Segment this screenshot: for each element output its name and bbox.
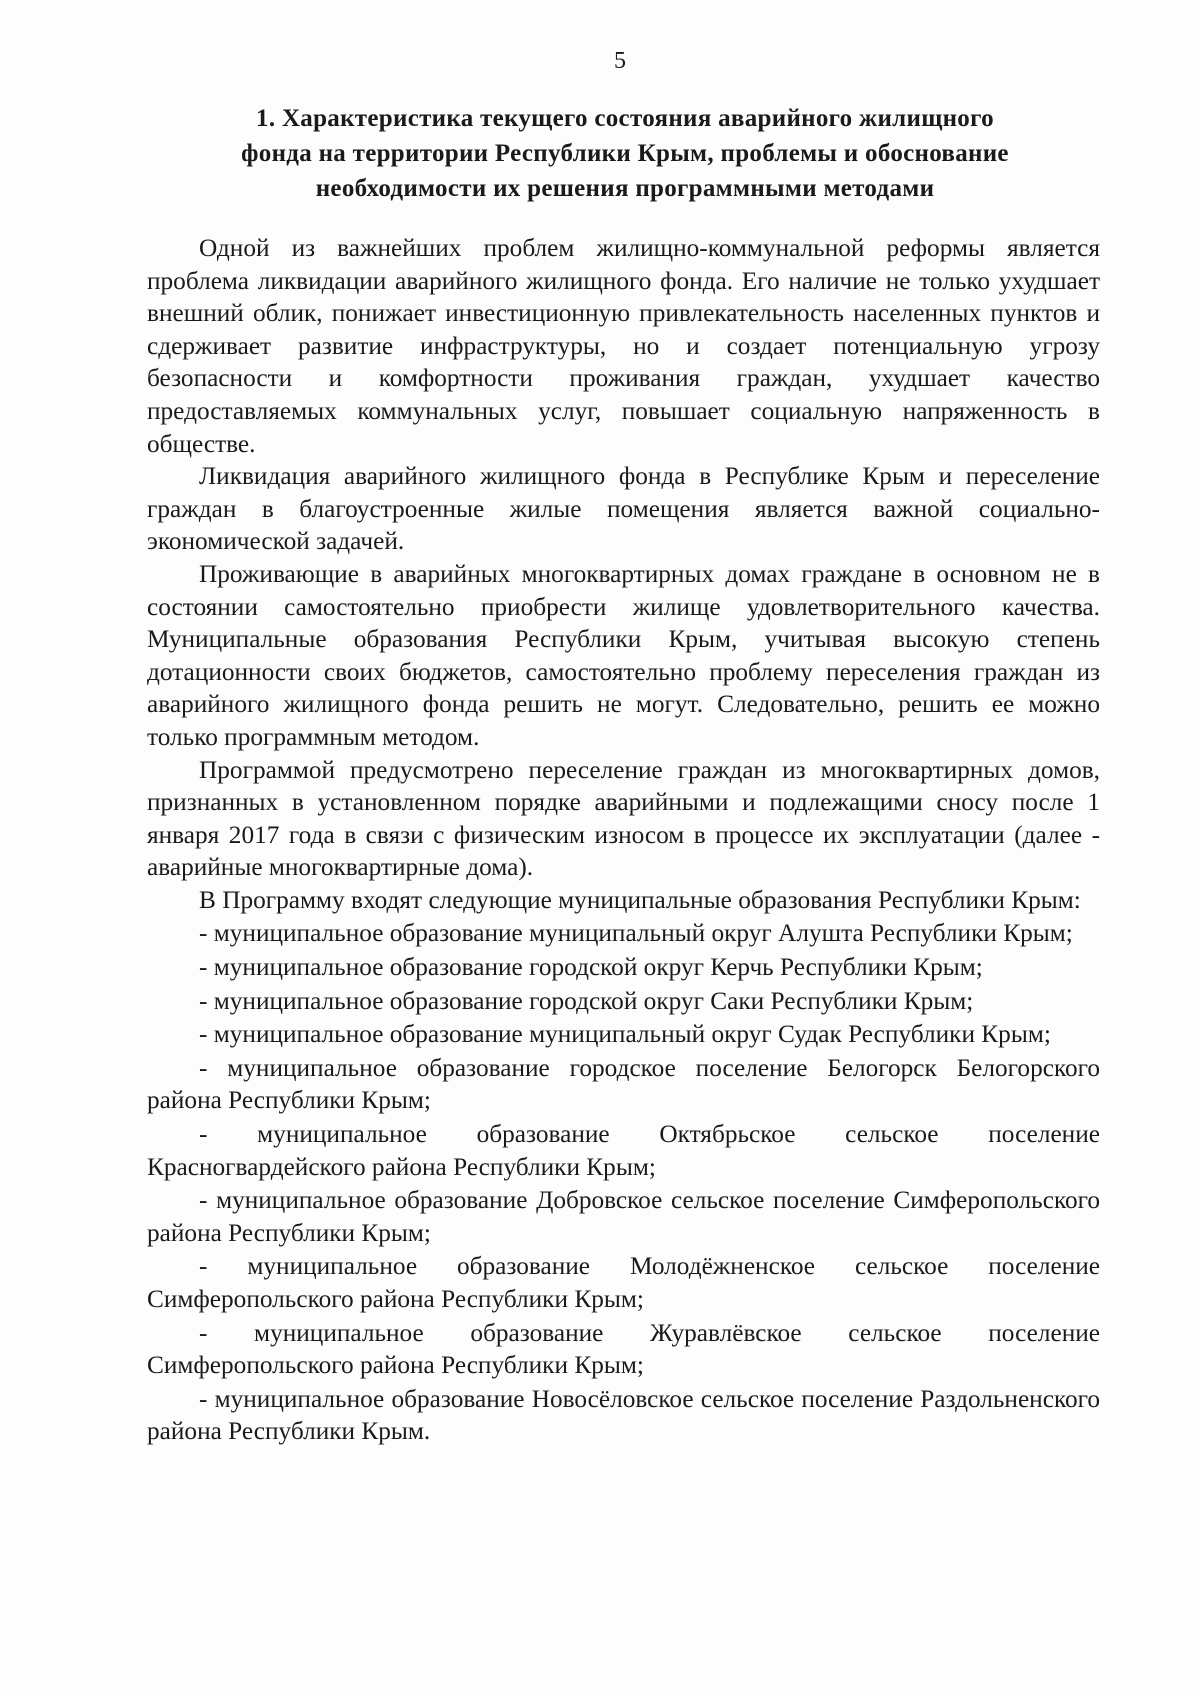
list-item: - муниципальное образование муниципальный округ Судак Республики Крым;: [199, 1020, 1051, 1049]
paragraph: Ликвидация аварийного жилищного фонда в Республике Крым и переселение граждан в благоустроенные жилые помещения является важной социально-экономической задачей.: [147, 462, 1100, 556]
list-item: - муниципальное образование Молодёжненское сельское поселение Симферопольского района Республики Крым;: [147, 1252, 1100, 1313]
list-item: - муниципальное образование городское поселение Белогорск Белогорского района Республики Крым;: [147, 1053, 1100, 1115]
heading-line: 1. Характеристика текущего состояния аварийного жилищного: [256, 105, 994, 132]
paragraph: Одной из важнейших проблем жилищно-коммунальной реформы является проблема ликвидации аварийного жилищного фонда. Его наличие не только ухудшает внешний облик, понижает инвестиционную привлекательность населенных пунктов и сдерживает развитие инфраструктуры, но и создает потенциальную угрозу безопасности и комфортности проживания граждан, ухудшает качество предоставляемых коммунальных услуг, повышает социальную напряженность в обществе.: [147, 234, 1100, 458]
list-item: - муниципальное образование городской округ Керчь Республики Крым;: [199, 953, 983, 982]
page-number: 5: [614, 48, 626, 74]
list-item: - муниципальное образование Новосёловское сельское поселение Раздольненского района Республики Крым.: [147, 1384, 1100, 1446]
list-item: - муниципальное образование городской округ Саки Республики Крым;: [199, 986, 974, 1015]
municipality-list: [147, 917, 1100, 1448]
list-item: - муниципальное образование Октябрьское сельское поселение Красногвардейского района Республики Крым;: [147, 1120, 1100, 1181]
document-body: [147, 232, 1100, 1448]
paragraph: Проживающие в аварийных многоквартирных домах граждане в основном не в состоянии самостоятельно приобрести жилище удовлетворительного качества. Муниципальные образования Республики Крым, учитывая высокую степень дотационности своих бюджетов, самостоятельно проблему переселения граждан из аварийного жилищного фонда решить не могут. Следовательно, решить ее можно только программным методом.: [147, 559, 1100, 751]
heading-line: фонда на территории Республики Крым, проблемы и обоснование: [241, 140, 1009, 167]
heading-line: необходимости их решения программными методами: [315, 175, 935, 202]
list-item: - муниципальное образование муниципальный округ Алушта Республики Крым;: [199, 919, 1073, 948]
paragraph: В Программу входят следующие муниципальные образования Республики Крым:: [199, 885, 1081, 914]
paragraph: Программой предусмотрено переселение граждан из многоквартирных домов, признанных в установленном порядке аварийными и подлежащими сносу после 1 января 2017 года в связи с физическим износом в процессе их эксплуатации (далее - аварийные многоквартирные дома).: [147, 755, 1100, 882]
section-heading: [160, 101, 1090, 206]
list-item: - муниципальное образование Журавлёвское сельское поселение Симферопольского района Республики Крым;: [147, 1318, 1100, 1380]
list-item: - муниципальное образование Добровское сельское поселение Симферопольского района Республики Крым;: [147, 1186, 1100, 1247]
